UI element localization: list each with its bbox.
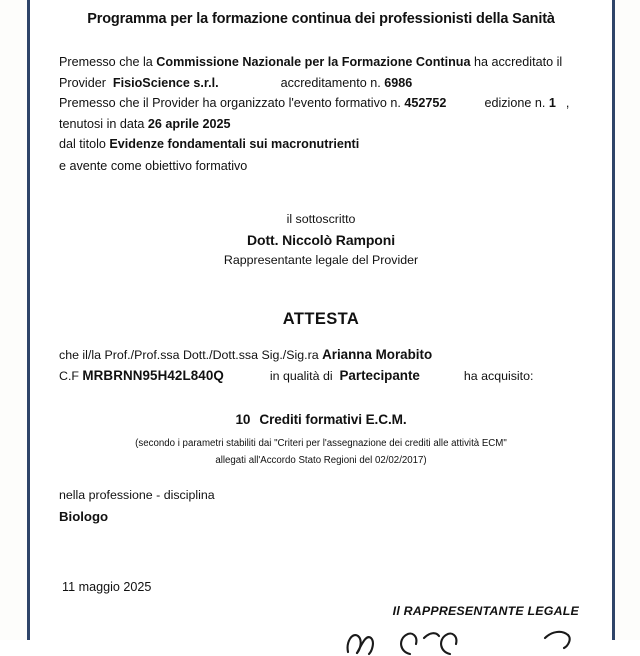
attestation-heading: ATTESTA (282, 310, 360, 328)
provider-label: Provider (59, 75, 113, 90)
credits-note-line-2: allegati all'Accordo Stato Regioni del 02/02/2017) (215, 455, 427, 466)
acquired-label: ha acquisito: (463, 368, 534, 383)
participant-role-label: in qualità di (269, 368, 340, 383)
certificate-sheet (30, 0, 612, 640)
preamble-block (59, 52, 599, 155)
credits-amount: 10 (235, 412, 251, 427)
event-date-label: tenutosi in data (59, 116, 148, 131)
edition-number: 1 (548, 96, 556, 110)
credits-block (30, 412, 612, 469)
signature-image (340, 622, 590, 656)
profession-label: nella professione - disciplina (59, 488, 215, 502)
event-number: 452752 (404, 96, 447, 110)
participant-name-line (59, 345, 599, 366)
profession-value: Biologo (59, 509, 109, 524)
signatory-role: Rappresentante legale del Provider (223, 253, 419, 267)
event-date: 26 aprile 2025 (147, 116, 231, 131)
signatory-name: Dott. Niccolò Ramponi (246, 232, 395, 248)
event-title-label: dal titolo (59, 137, 110, 151)
preamble-line-1-suffix: ha accreditato il (470, 55, 563, 69)
preamble-line-1 (59, 52, 599, 73)
preamble-line-4 (59, 114, 599, 135)
participant-prefix: che il/la Prof./Prof.ssa Dott./Dott.ssa Sig./Sig.ra (59, 348, 323, 362)
participant-role-value: Partecipante (339, 367, 420, 383)
preamble-line-5 (59, 134, 599, 155)
page-title: Programma per la formazione continua dei professionisti della Sanità (87, 11, 555, 27)
issue-date: 11 maggio 2025 (62, 580, 152, 594)
credits-note (30, 435, 612, 469)
participant-block (59, 345, 599, 386)
participant-cf-line (59, 366, 599, 387)
participant-name: Arianna Morabito (322, 347, 433, 362)
commission-name: Commissione Nazionale per la Formazione Continua (156, 55, 471, 69)
signatory-intro: il sottoscritto (286, 212, 356, 226)
signatory-block (30, 210, 612, 270)
event-title: Evidenze fondamentali sui macronutrienti (109, 137, 360, 151)
credits-main-line (30, 412, 612, 427)
cf-value: MRBRNN95H42L840Q (82, 367, 224, 383)
provider-name: FisioScience s.r.l. (112, 75, 219, 90)
credits-note-line-1: (secondo i parametri stabiliti dai "Criteri per l'assegnazione dei crediti alle attività ECM" (135, 438, 507, 449)
profession-block (59, 485, 215, 527)
frame-rule-right (612, 0, 615, 640)
representative-label: Il RAPPRESENTANTE LEGALE (392, 604, 579, 618)
accreditation-label: accreditamento n. (280, 75, 385, 90)
objective-text: e avente come obiettivo formativo (59, 159, 248, 173)
accreditation-number: 6986 (384, 75, 413, 90)
edition-label: edizione n. (484, 96, 549, 110)
preamble-line-1-prefix: Premesso che la (59, 55, 157, 69)
preamble-line-3 (59, 93, 599, 114)
cf-label: C.F (59, 368, 83, 383)
preamble-line-2 (59, 73, 599, 94)
preamble-line-3-comma: , (565, 96, 570, 110)
event-number-label: Premesso che il Provider ha organizzato l'evento formativo n. (59, 96, 405, 110)
credits-label: Crediti formativi E.C.M. (259, 412, 407, 427)
certificate-content (30, 0, 612, 640)
